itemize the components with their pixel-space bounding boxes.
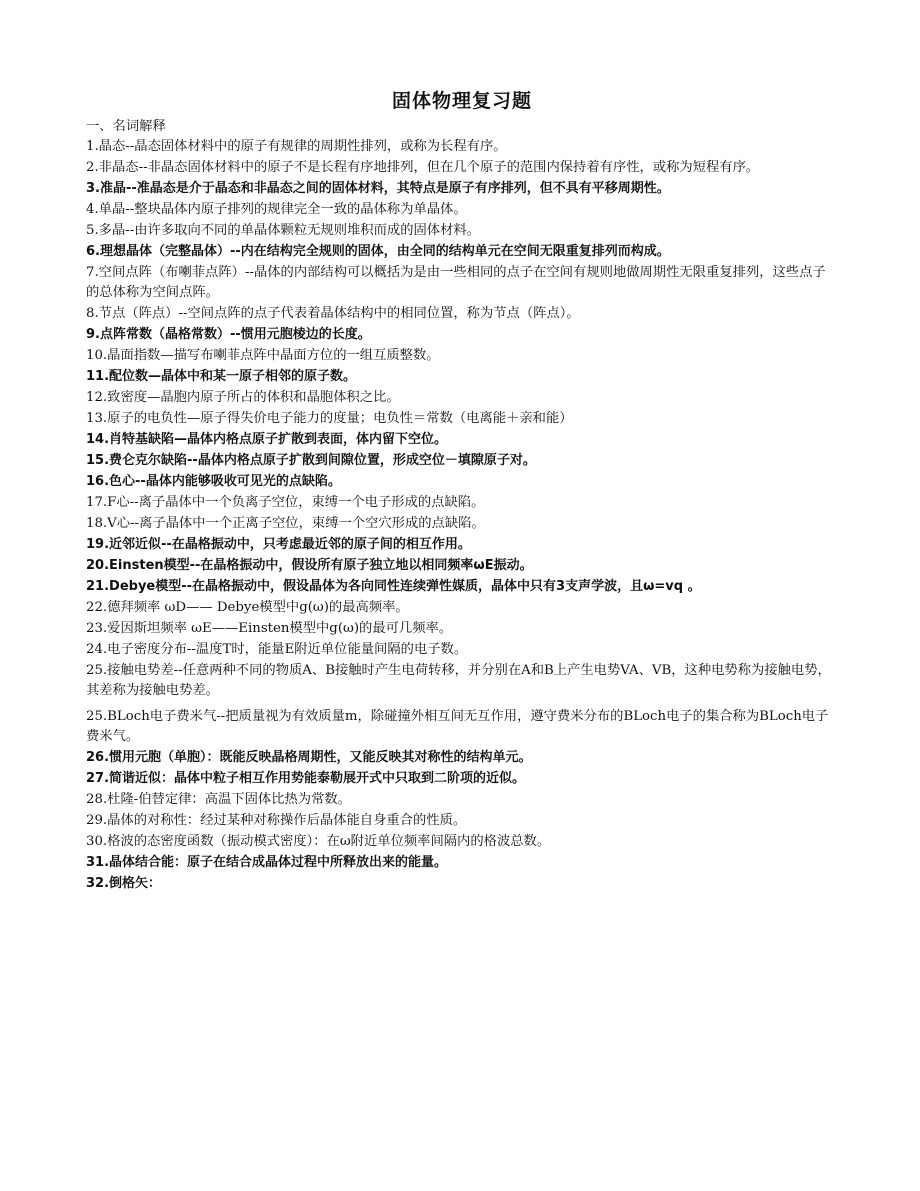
list-item: 32.倒格矢： <box>86 876 162 891</box>
list-item: 26.惯用元胞（单胞）：既能反映晶格周期性，又能反映其对称性的结构单元。 <box>86 750 532 765</box>
list-item: 7.空间点阵（布喇菲点阵）--晶体的内部结构可以概括为是由一些相同的点子在空间有规则地做周期性无限重复排列，这些点子的总体称为空间点阵。 <box>86 265 826 300</box>
list-item: 30.格波的态密度函数（振动模式密度）：在ω附近单位频率间隔内的格波总数。 <box>86 834 551 849</box>
list-item: 8.节点（阵点）--空间点阵的点子代表着晶体结构中的相同位置，称为节点（阵点）。 <box>86 306 580 321</box>
list-item: 29.晶体的对称性：经过某种对称操作后晶体能自身重合的性质。 <box>86 813 467 828</box>
list-item: 12.致密度—晶胞内原子所占的体积和晶胞体积之比。 <box>86 390 400 405</box>
section-heading: 一、名词解释 <box>86 119 166 134</box>
list-item: 21.Debye模型--在晶格振动中，假设晶体为各向同性连续弹性媒质，晶体中只有3支声学波，且ω=vq 。 <box>86 579 701 594</box>
list-item: 5.多晶--由许多取向不同的单晶体颗粒无规则堆积而成的固体材料。 <box>86 223 480 238</box>
definition-list <box>86 137 838 894</box>
list-item: 13.原子的电负性—原子得失价电子能力的度量；电负性＝常数（电离能＋亲和能） <box>86 411 573 426</box>
list-item: 25.接触电势差--任意两种不同的物质A、B接触时产生电荷转移，并分别在A和B上产生电势VA、VB，这种电势称为接触电势，其差称为接触电势差。 <box>86 663 831 698</box>
list-item: 14.肖特基缺陷—晶体内格点原子扩散到表面，体内留下空位。 <box>86 432 448 447</box>
list-item: 31.晶体结合能：原子在结合成晶体过程中所释放出来的能量。 <box>86 855 448 870</box>
list-item: 28.杜隆-伯替定律：高温下固体比热为常数。 <box>86 792 351 807</box>
list-item: 20.Einsten模型--在晶格振动中，假设所有原子独立地以相同频率ωE振动。 <box>86 558 533 573</box>
list-item: 10.晶面指数—描写布喇菲点阵中晶面方位的一组互质整数。 <box>86 348 440 363</box>
list-item: 17.F心--离子晶体中一个负离子空位，束缚一个电子形成的点缺陷。 <box>86 495 485 510</box>
list-item: 16.色心--晶体内能够吸收可见光的点缺陷。 <box>86 474 341 489</box>
list-item: 27.简谐近似：晶体中粒子相互作用势能泰勒展开式中只取到二阶项的近似。 <box>86 771 526 786</box>
list-item: 4.单晶--整块晶体内原子排列的规律完全一致的晶体称为单晶体。 <box>86 202 467 217</box>
list-item: 19.近邻近似--在晶格振动中，只考虑最近邻的原子间的相互作用。 <box>86 537 471 552</box>
list-item: 24.电子密度分布--温度T时，能量E附近单位能量间隔的电子数。 <box>86 642 468 657</box>
list-item: 11.配位数—晶体中和某一原子相邻的原子数。 <box>86 369 357 384</box>
list-item: 25.BLoch电子费米气--把质量视为有效质量m，除碰撞外相互间无互作用，遵守费米分布的BLoch电子的集合称为BLoch电子费米气。 <box>86 709 829 744</box>
page-title: 固体物理复习题 <box>391 90 532 112</box>
list-item: 15.费仑克尔缺陷--晶体内格点原子扩散到间隙位置，形成空位－填隙原子对。 <box>86 453 536 468</box>
list-item: 6.理想晶体（完整晶体）--内在结构完全规则的固体，由全同的结构单元在空间无限重复排列而构成。 <box>86 244 670 259</box>
list-item: 22.德拜频率 ωD—— Debye模型中g(ω)的最高频率。 <box>86 600 409 615</box>
list-item: 18.V心--离子晶体中一个正离子空位，束缚一个空穴形成的点缺陷。 <box>86 516 485 531</box>
list-item: 2.非晶态--非晶态固体材料中的原子不是长程有序地排列，但在几个原子的范围内保持着有序性，或称为短程有序。 <box>86 160 760 175</box>
list-item: 3.准晶--准晶态是介于晶态和非晶态之间的固体材料，其特点是原子有序排列，但不具有平移周期性。 <box>86 181 670 196</box>
list-item: 23.爱因斯坦频率 ωE——Einsten模型中g(ω)的最可几频率。 <box>86 621 453 636</box>
document-page <box>86 88 838 895</box>
list-item: 9.点阵常数（晶格常数）--惯用元胞棱边的长度。 <box>86 327 371 342</box>
list-item: 1.晶态--晶态固体材料中的原子有规律的周期性排列，或称为长程有序。 <box>86 139 507 154</box>
